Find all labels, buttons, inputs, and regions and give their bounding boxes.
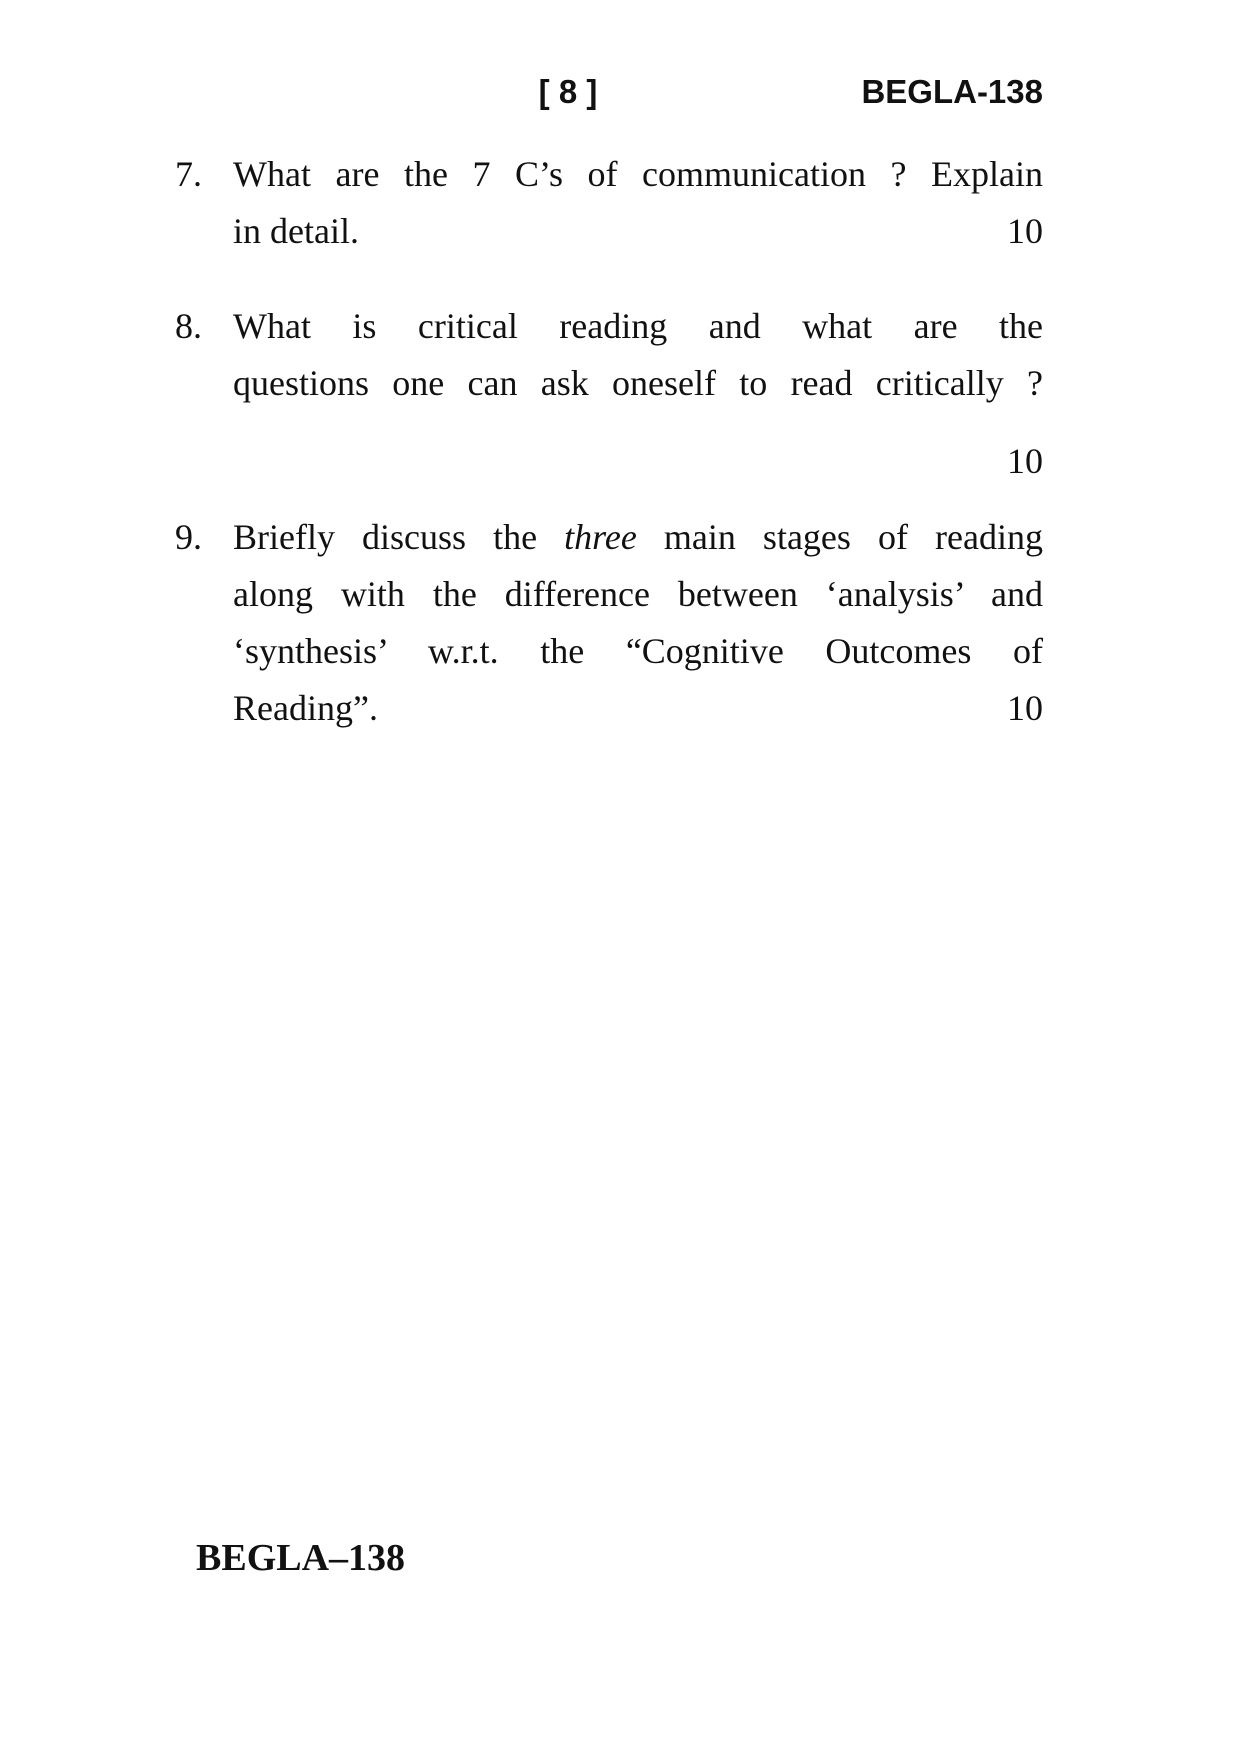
question-8-line-1: What is critical reading and what are the: [233, 306, 1043, 346]
question-7-marks: 10: [1007, 211, 1043, 251]
question-8-number: 8.: [175, 306, 202, 346]
question-8-marks-line: [233, 433, 1043, 490]
question-7: [175, 146, 1043, 260]
question-7-line-1: What are the 7 C’s of communication ? Explain: [233, 154, 1043, 194]
question-7-line-2-text: in detail.: [233, 211, 359, 251]
question-9-line-2: along with the difference between ‘analysis’ and: [233, 574, 1043, 614]
question-9-line-3: ‘synthesis’ w.r.t. the “Cognitive Outcomes of: [233, 631, 1043, 671]
page-header: [175, 72, 1043, 112]
question-8-line-2: questions one can ask oneself to read critically ?: [233, 363, 1043, 403]
footer-paper-code: BEGLA–138: [196, 1537, 406, 1579]
question-8-body: [233, 298, 1043, 490]
question-9-line-1-pre: Briefly discuss the: [233, 517, 565, 557]
page-number: [ 8 ]: [538, 73, 598, 110]
questions-list: [175, 146, 1043, 737]
question-8-marks: 10: [1007, 441, 1043, 481]
question-8: [175, 298, 1043, 490]
question-9-number: 9.: [175, 517, 202, 557]
question-9: [175, 509, 1043, 737]
question-7-number: 7.: [175, 154, 202, 194]
question-9-line-4-text: Reading”.: [233, 688, 378, 728]
question-9-line-4: [233, 680, 1043, 737]
question-9-marks: 10: [1007, 688, 1043, 728]
question-9-italic-word: three: [564, 517, 637, 557]
question-9-line-1: [233, 509, 1043, 566]
header-paper-code: BEGLA-138: [861, 73, 1043, 110]
question-9-body: [233, 509, 1043, 737]
question-9-line-1-post: main stages of reading: [636, 517, 1043, 557]
page-footer: [196, 1536, 405, 1580]
question-7-line-2: [233, 203, 1043, 260]
question-7-body: [233, 146, 1043, 260]
